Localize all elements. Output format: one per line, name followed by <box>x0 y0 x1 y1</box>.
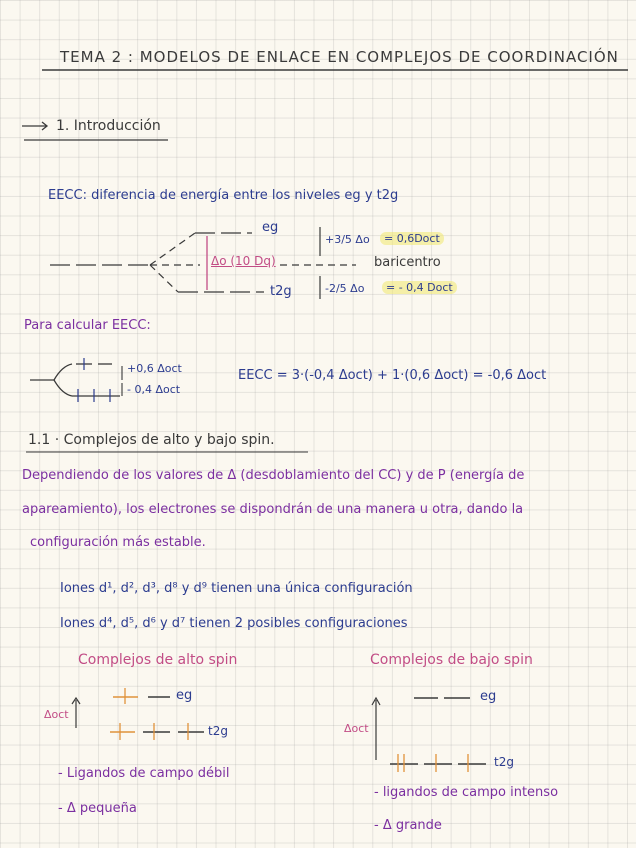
high-spin-eg-label: eg <box>176 688 193 703</box>
paragraph-line-2: apareamiento), los electrones se dispondrán de una manera u otra, dando la <box>22 502 524 517</box>
diagram2-down-label: - 0,4 Δoct <box>127 383 181 396</box>
high-spin-doct-label: Δoct <box>44 708 69 721</box>
iones-unica: Iones d¹, d², d³, d⁸ y d⁹ tienen una única configuración <box>60 581 413 596</box>
low-spin-title: Complejos de bajo spin <box>370 652 533 668</box>
iones-dos: Iones d⁴, d⁵, d⁶ y d⁷ tienen 2 posibles configuraciones <box>60 616 408 631</box>
diagram1-t2g-label: t2g <box>270 284 292 299</box>
diagram1-baricentro: baricentro <box>374 255 441 270</box>
low-spin-doct-label: Δoct <box>344 722 369 735</box>
low-spin-t2g-label: t2g <box>494 755 514 769</box>
diagram1-down-fraction: -2/5 Δo <box>325 282 365 295</box>
diagram1-delta-label: Δo (10 Dq) <box>211 254 276 268</box>
low-spin-eg-label: eg <box>480 689 497 704</box>
diagram1-eg-label: eg <box>262 220 279 235</box>
low-spin-item-1: - ligandos de campo intenso <box>374 785 559 800</box>
section-heading-intro: 1. Introducción <box>56 118 161 134</box>
diagram2-up-label: +0,6 Δoct <box>127 362 182 375</box>
high-spin-item-1: - Ligandos de campo débil <box>58 766 230 781</box>
paragraph-line-1: Dependiendo de los valores de Δ (desdoblamiento del CC) y de P (energía de <box>22 468 525 483</box>
section-heading-spin: 1.1 · Complejos de alto y bajo spin. <box>28 432 275 448</box>
high-spin-item-2: - Δ pequeña <box>58 801 137 816</box>
diagram1-up-fraction: +3/5 Δo <box>325 233 370 246</box>
low-spin-item-2: - Δ grande <box>374 818 442 833</box>
eecc-definition: EECC: diferencia de energía entre los niveles eg y t2g <box>48 188 399 203</box>
eecc-formula: EECC = 3·(-0,4 Δoct) + 1·(0,6 Δoct) = -0,6 Δoct <box>238 368 547 383</box>
diagram1-down-value: = - 0,4 Doct <box>382 281 457 294</box>
para-calcular-heading: Para calcular EECC: <box>24 318 151 333</box>
high-spin-title: Complejos de alto spin <box>78 652 238 668</box>
paragraph-line-3: configuración más estable. <box>30 535 206 550</box>
diagram1-up-value: = 0,6Doct <box>380 232 444 245</box>
high-spin-t2g-label: t2g <box>208 724 228 738</box>
page-title: TEMA 2 : MODELOS DE ENLACE EN COMPLEJOS DE COORDINACIÓN <box>60 48 619 66</box>
